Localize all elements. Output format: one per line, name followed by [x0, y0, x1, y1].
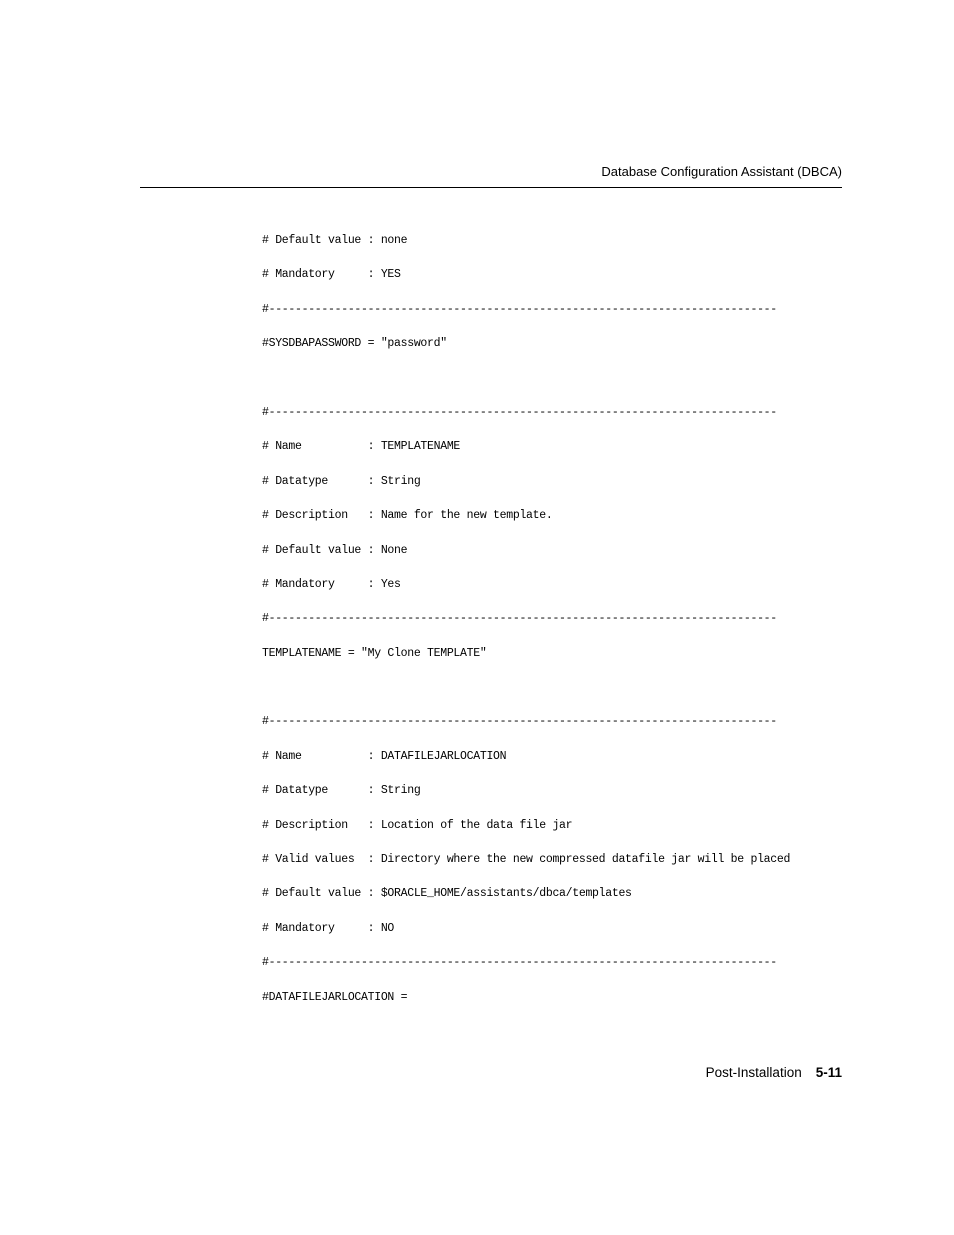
code-line: # Valid values : Directory where the new compressed datafile jar will be placed [262, 853, 791, 867]
code-line: #----------------------------------------------------------------------------- [262, 302, 777, 316]
code-line: # Datatype : String [262, 474, 421, 488]
header-title: Database Configuration Assistant (DBCA) [601, 164, 842, 179]
code-line: # Mandatory : YES [262, 268, 401, 282]
code-line: #----------------------------------------------------------------------------- [262, 612, 777, 626]
footer-section-title: Post-Installation [705, 1065, 802, 1080]
code-line: #SYSDBAPASSWORD = "password" [262, 337, 447, 351]
running-footer [706, 1064, 842, 1082]
code-line: # Name : DATAFILEJARLOCATION [262, 749, 507, 763]
code-line: TEMPLATENAME = "My Clone TEMPLATE" [262, 646, 487, 660]
code-line: # Name : TEMPLATENAME [262, 440, 461, 454]
code-line: #DATAFILEJARLOCATION = [262, 990, 408, 1004]
code-line [262, 370, 790, 387]
code-line: # Default value : $ORACLE_HOME/assistants/dbca/templates [262, 887, 632, 901]
code-line: # Description : Name for the new template. [262, 509, 553, 523]
code-line: #----------------------------------------------------------------------------- [262, 715, 777, 729]
code-line: # Default value : None [262, 543, 408, 557]
code-line: # Default value : none [262, 234, 408, 247]
code-line: # Description : Location of the data file jar [262, 818, 573, 832]
running-header [140, 163, 842, 188]
code-listing [262, 232, 790, 1023]
code-line: # Mandatory : Yes [262, 577, 401, 591]
code-line: # Datatype : String [262, 784, 421, 798]
code-line [262, 679, 790, 696]
page-number: 5-11 [815, 1065, 842, 1080]
code-line: #----------------------------------------------------------------------------- [262, 956, 777, 970]
code-line: # Mandatory : NO [262, 921, 395, 935]
code-line: #----------------------------------------------------------------------------- [262, 405, 777, 419]
